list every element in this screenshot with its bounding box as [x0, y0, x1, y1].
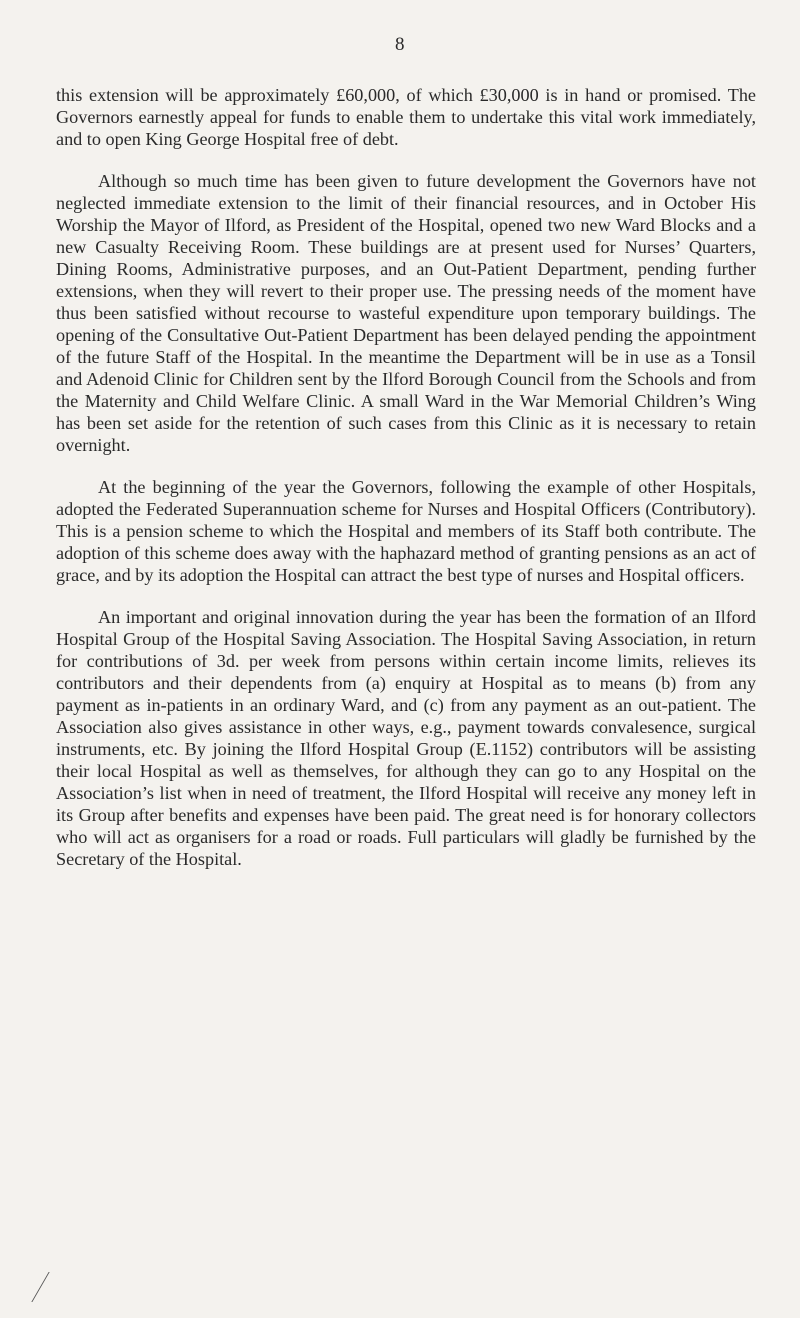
paragraph-superannuation: At the beginning of the year the Governors, following the example of other Hospitals, adopted the Federated Superannuation scheme for Nurses and Hospital Officers (Contributory). This is a pension scheme to which the Hospital and members of its Staff both contribute. The adoption of this scheme does away with the haphazard method of granting pensions as an act of grace, and by its adoption the Hospital can attract the best type of nurses and Hospital officers. — [56, 477, 756, 585]
paragraph-saving-association: An important and original innovation during the year has been the formation of an Ilford Hospital Group of the Hospital Saving Association. The Hospital Saving Association, in return for contributions of 3d. per week from persons within certain income limits, relieves its contributors and their dependents from (a) enquiry at Hospital as to means (b) from any payment as in-patients in an ordinary Ward, and (c) from any payment as an out-patient. The Association also gives assistance in other ways, e.g., payment towards convalesence, surgical instruments, etc. By joining the Ilford Hospital Group (E.1152) contributors will be assisting their local Hospital as well as themselves, for although they can go to any Hospital on the Association’s list when in need of treatment, the Ilford Hospital will receive any money left in its Group after benefits and expenses have been paid. The great need is for honorary collectors who will act as organisers for a road or roads. Full particulars will gladly be furnished by the Secretary of the Hospital. — [56, 607, 756, 869]
paragraph-continuation: this extension will be approximately £60,000, of which £30,000 is in hand or promised. The Governors earnestly appeal for funds to enable them to undertake this vital work immediately, and to open King George Hospital free of debt. — [56, 85, 756, 149]
page-number: 8 — [395, 34, 405, 55]
paragraph-extensions: Although so much time has been given to future development the Governors have not neglected immediate extension to the limit of their financial resources, and in October His Worship the Mayor of Ilford, as President of the Hospital, opened two new Ward Blocks and a new Casualty Receiving Room. These buildings are at present used for Nurses’ Quarters, Dining Rooms, Administrative purposes, and an Out-Patient Department, pending further extensions, when they will revert to their proper use. The pressing needs of the moment have thus been satisfied without recourse to wasteful expenditure upon temporary buildings. The opening of the Consultative Out-Patient Department has been delayed pending the appointment of the future Staff of the Hospital. In the meantime the Department will be in use as a Tonsil and Adenoid Clinic for Children sent by the Ilford Borough Council from the Schools and from the Maternity and Child Welfare Clinic. A small Ward in the War Memorial Children’s Wing has been set aside for the retention of such cases from this Clinic as it is necessary to retain overnight. — [56, 171, 756, 455]
paper-edge-mark — [31, 1272, 67, 1302]
document-body — [56, 84, 756, 890]
